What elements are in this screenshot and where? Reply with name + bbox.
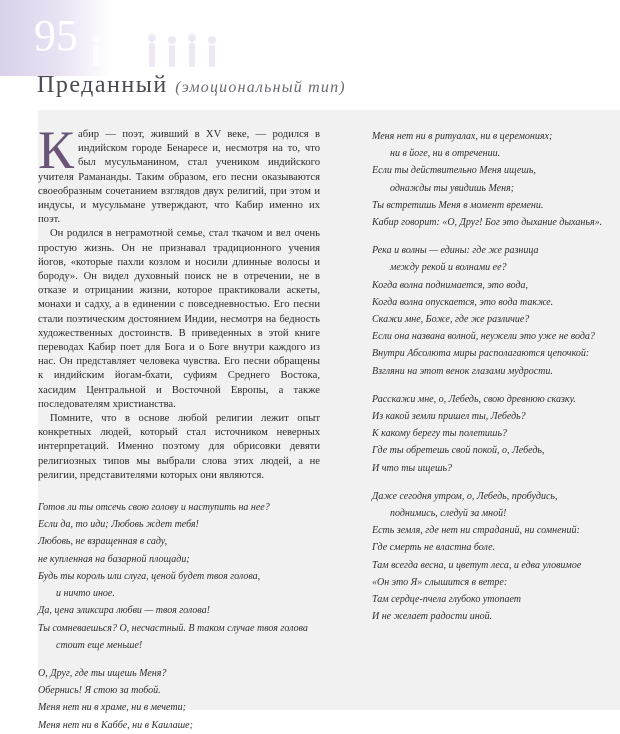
poem-line: Меня нет ни в Каббе, ни в Каилаше; bbox=[38, 719, 193, 731]
poem-line: Когда волна поднимается, это вода, bbox=[372, 279, 529, 291]
poem-line: Взгляни на этот венок глазами мудрости. bbox=[372, 365, 553, 377]
poem-line: Будь ты король или слуга, ценой будет твоя голова, bbox=[38, 570, 261, 582]
poem-line: однажды ты увидишь Меня; bbox=[390, 182, 515, 194]
intro-paragraph-1: Кабир — поэт, живший в XV веке, — родился в индийском городе Бенаресе и, несмотря на то, что был мусульманином, стал учеником индийского учителя Рамананды. Таким образом, его песни оказываются своеобразным сочетанием взглядов двух религий, при этом и индусы, и мусульмане утверждают, что Кабир именно их поэт. bbox=[38, 120, 320, 226]
poem-line: и ничто иное. bbox=[56, 588, 115, 600]
poem-right-stanza-2 bbox=[372, 242, 617, 380]
title-main: Преданный bbox=[37, 72, 168, 98]
poem-line: Обернись! Я стою за тобой. bbox=[38, 685, 161, 697]
drop-cap: К bbox=[38, 120, 75, 180]
poem-left-stanza-2 bbox=[38, 665, 320, 734]
left-column bbox=[38, 120, 320, 734]
poem-line: Расскажи мне, о, Лебедь, свою древнюю сказку. bbox=[372, 393, 576, 405]
poem-line: между рекой и волнами ее? bbox=[390, 262, 507, 274]
poem-line: Внутри Абсолюта миры располагаются цепочкой: bbox=[372, 348, 590, 360]
poem-line: Ты сомневаешься? О, несчастный. В таком случае твоя голова bbox=[38, 622, 308, 634]
poem-line: Есть земля, где нет ни страданий, ни сомнений: bbox=[372, 525, 580, 537]
poem-line: Если ты действительно Меня ищешь, bbox=[372, 165, 536, 177]
poem-line: Ты встретишь Меня в момент времени. bbox=[372, 199, 544, 211]
poem-line: Скажи мне, Боже, где же различие? bbox=[372, 314, 530, 326]
intro-paragraph-2: Он родился в неграмотной семье, стал ткачом и вел очень простую жизнь. Он не признавал традиционного учения йогов, «которые пахли козлом и носили длинные волосы и бороду». Он видел духовный поиск не в отречении, не в отказе и отрицании жизни, которое практиковали аскеты, монахи и садху, а в единении с повседневностью. Его песни стали поэтическим достоянием Индии, несмотря на бедность художественных достоинств. В приведенных в этой книге переводах Кабир поет для Бога и о Боге внутри каждого из нас. Он представляет человека чувства. Его песни обращены к индийским йогам-бхати, суфиям Среднего Востока, хасидим Центральной и Восточной Европы, а также последователям христианства. bbox=[38, 228, 320, 410]
poem-line: Там сердце-пчела глубоко утопает bbox=[372, 594, 522, 606]
poem-line: поднимись, следуй за мной! bbox=[390, 508, 507, 520]
title-subtitle: (эмоциональный тип) bbox=[175, 79, 346, 96]
poem-line: Да, цена эликсира любви — твоя голова! bbox=[38, 605, 210, 617]
poem-line: Где ты обретешь свой покой, о, Лебедь, bbox=[372, 445, 545, 457]
poem-line: Меня нет ни в ритуалах, ни в церемониях; bbox=[372, 131, 553, 142]
poem-line: не купленная на базарной площади; bbox=[38, 553, 190, 565]
poem-right-stanza-4 bbox=[372, 488, 617, 626]
poem-line: О, Друг, где ты ищешь Меня? bbox=[38, 667, 167, 679]
poem-line: Меня нет ни в храме, ни в мечети; bbox=[38, 702, 186, 714]
people-silhouettes-decoration bbox=[88, 30, 238, 76]
poem-line: стоит еще меньше! bbox=[56, 639, 143, 651]
right-column bbox=[372, 128, 617, 625]
poem-line: Любовь, не взращенная в саду, bbox=[38, 536, 168, 548]
page-title bbox=[37, 72, 346, 99]
poem-line: Даже сегодня утром, о, Лебедь, пробудись, bbox=[372, 490, 558, 502]
page-number: 95 bbox=[34, 11, 78, 60]
poem-line: Если да, то иди; Любовь ждет тебя! bbox=[38, 519, 199, 531]
poem-line: Река и волны — едины: где же разница bbox=[372, 245, 539, 257]
poem-line: Где смерть не властна боле. bbox=[372, 542, 496, 554]
intro-paragraph-3: Помните, что в основе любой религии лежит опыт конкретных людей, который стал источником неверных интерпретаций. Именно поэтому для обрисовки девяти религиозных типов мы выбрали слова этих людей, а не религии, представителями которых они являются. bbox=[38, 413, 320, 481]
poem-line: Из какой земли пришел ты, Лебедь? bbox=[372, 411, 526, 423]
poem-right-stanza-3 bbox=[372, 391, 617, 477]
poem-left-stanza-1 bbox=[38, 499, 320, 654]
poem-line: К какому берегу ты полетишь? bbox=[372, 428, 508, 440]
poem-line: ни в йоге, ни в отречении. bbox=[390, 148, 501, 160]
poem-right-stanza-1 bbox=[372, 128, 617, 231]
poem-line: И не желает радости иной. bbox=[372, 611, 493, 623]
poem-line: Когда волна опускается, это вода также. bbox=[372, 296, 554, 308]
poem-line: Кабир говорит: «О, Друг! Бог это дыхание дыханья». bbox=[372, 217, 603, 229]
poem-line: Готов ли ты отсечь свою голову и наступить на нее? bbox=[38, 502, 270, 514]
poem-line: Если она названа волной, неужели это уже не вода? bbox=[372, 331, 595, 343]
poem-line: «Он это Я» слышится в ветре: bbox=[372, 576, 508, 588]
poem-line: Там всегда весна, и цветут леса, и едва уловимое bbox=[372, 559, 582, 571]
poem-line: И что ты ищешь? bbox=[372, 462, 453, 474]
